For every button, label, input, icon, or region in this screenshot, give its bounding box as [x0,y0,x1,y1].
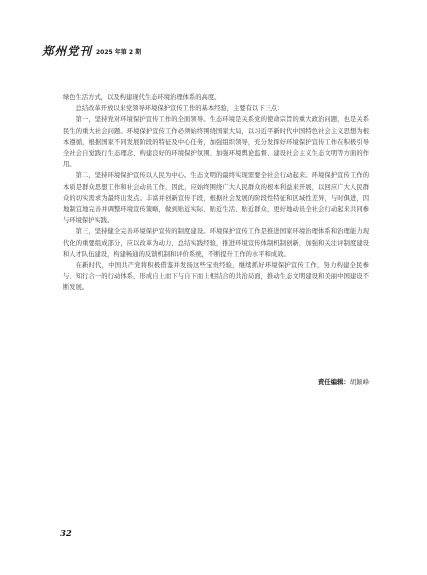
paragraph: 总结改革开放以来党领导环境保护宣传工作的基本经验，主要有以下三点： [75,105,284,113]
article-body [63,92,369,294]
paragraph: 第一，坚持党对环境保护宣传工作的全面领导。生态环境是关系党的使命宗旨的重大政治问题，也是关系民生的重大社会问题。环境保护宣传工作必须始终围绕国家大局，以习近平新时代中国特色社会主义思想为根本遵循，根据国家不同发展阶段的特征及中心任务，加强组织领导，充分发挥好环境保护宣传工作在积极引导全社会自觉践行生态理念、构建良好的环境保护氛围、加强环境舆论监督、建设社会主义生态文明等方面的作用。 [63,116,369,169]
editor-name: 胡颖峰 [349,378,369,386]
page-header [42,43,392,57]
paragraph: 绿色生活方式，以及构建现代生态环境治理体系的高度。 [63,94,221,101]
editor-label: 责任编辑： [317,378,350,386]
paragraph: 第三，坚持健全完善环境保护宣传的制度建设。环境保护宣传工作是推进国家环境治理体系和治理能力现代化的重要组成部分，应以改革为动力，总结实践经验，推进环境宣传体制机制创新，加强和关注评制度建设和人才队伍建设，构建畅通的反馈机制和评价系统，不断提升工作的水平和成效。 [63,228,369,258]
issue-label: 2025 年第 2 期 [96,49,142,56]
paragraph: 在新时代，中国共产党将积极借鉴并发扬这些宝贵经验，继续抓好环境保护宣传工作，努力构建全民参与、知行合一的行动体系，形成自上而下与自下而上相结合的共治局面，推动生态文明建设和美丽中国建设不断发展。 [63,262,369,292]
paragraph: 第二，坚持环境保护宣传以人民为中心。生态文明的最终实现需要全社会行动起来。环境保护宣传工作的本质是群众思想工作和社会动员工作，因此，应始终围绕广大人民群众的根本利益来开展，以回应广大人民群众的切实需求为最终出发点。丰富并创新宣传手段，根据社会发展的阶段性特征和区域性差异，与时俱进，因地制宜地完善并调整环境宣传策略，做到贴近实际、贴近生活、贴近群众，更好地动员全社会行动起来共同参与环境保护实践。 [63,172,369,225]
responsible-editor [318,377,369,387]
page-number: 32 [60,529,72,539]
journal-masthead: 郑州党刊 [42,44,92,58]
